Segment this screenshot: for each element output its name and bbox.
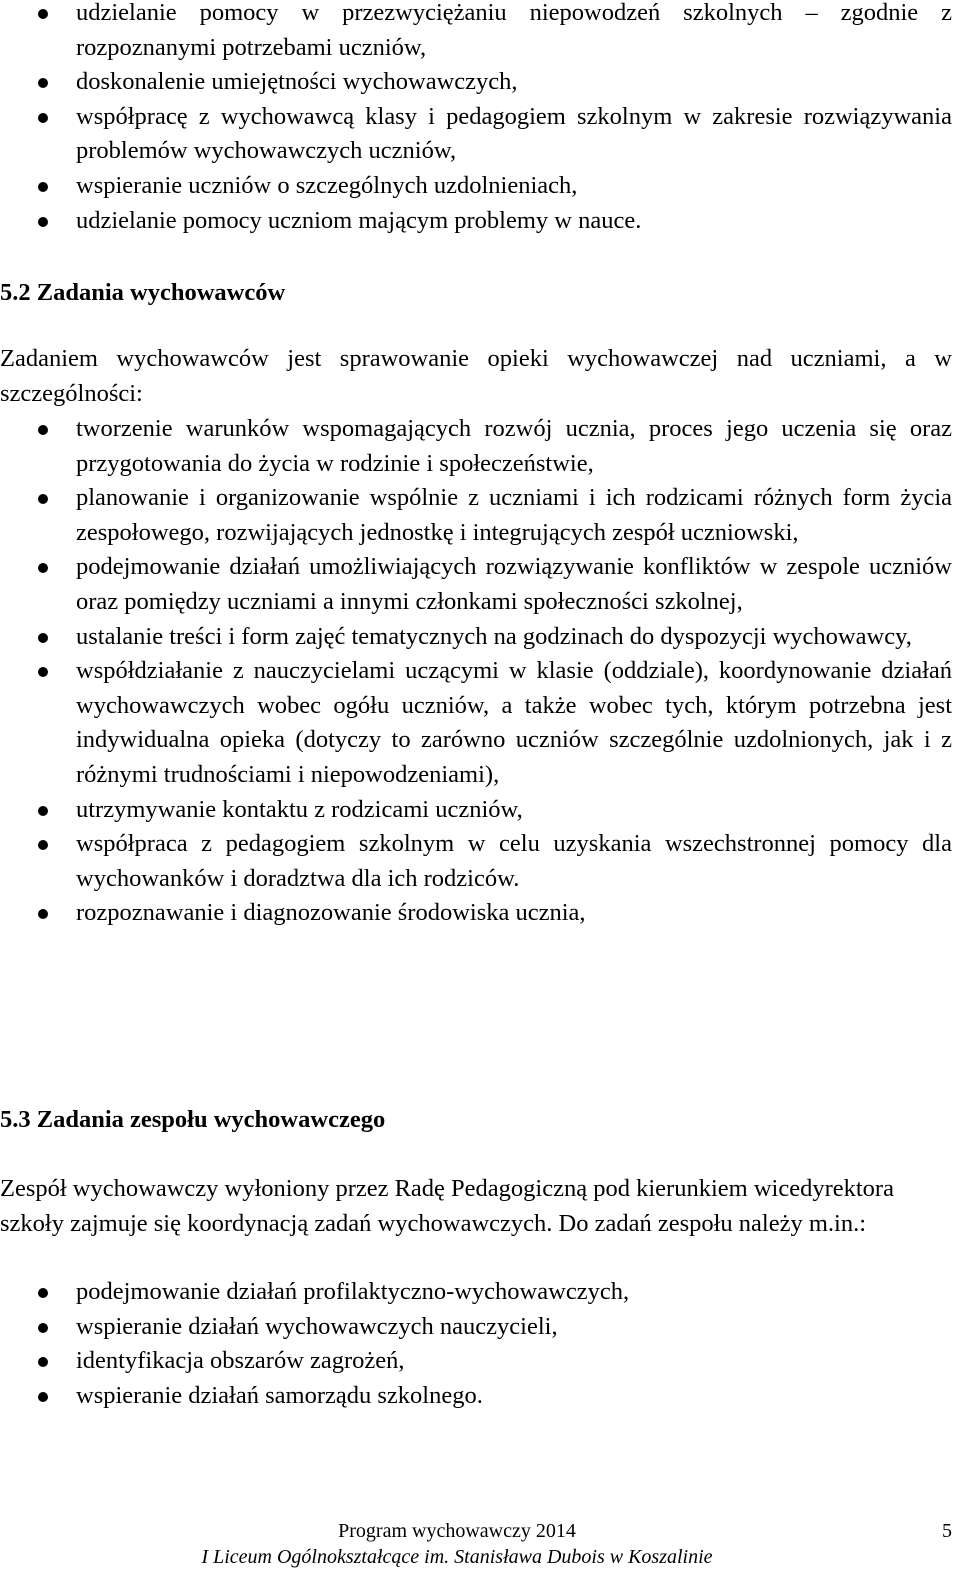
list-item: [0, 550, 952, 619]
bullet-icon: [38, 78, 48, 88]
section-5-2-bullet-list: [0, 412, 952, 931]
list-item-text: współpracę z wychowawcą klasy i pedagogiem szkolnym w zakresie rozwiązywania problemów wychowawczych uczniów,: [76, 102, 952, 165]
bullet-icon: [38, 1288, 48, 1298]
list-item-text: ustalanie treści i form zajęć tematycznych na godzinach do dyspozycji wychowawcy,: [76, 622, 912, 650]
list-item-text: utrzymywanie kontaktu z rodzicami uczniów,: [76, 795, 523, 823]
list-item-text: współdziałanie z nauczycielami uczącymi w klasie (oddziale), koordynowanie działań wychowawczych wobec ogółu uczniów, a także wobec tych, którym potrzebna jest indywidualna opieka (dotyczy to zarówno uczniów szczególnie uzdolnionych, jak i z różnymi trudnościami i niepowodzeniami),: [76, 657, 952, 788]
list-item-text: udzielanie pomocy uczniom mającym problemy w nauce.: [76, 206, 642, 234]
section-5-3-intro-block: [0, 1172, 952, 1241]
page-number: 5: [942, 1520, 952, 1542]
list-item-text: wspieranie działań samorządu szkolnego.: [76, 1381, 483, 1409]
bullet-icon: [38, 217, 48, 227]
list-item: [0, 0, 952, 65]
section-heading: 5.3 Zadania zespołu wychowawczego: [0, 1106, 386, 1133]
bullet-icon: [38, 425, 48, 435]
list-item: [0, 827, 952, 896]
list-item: [0, 1275, 952, 1310]
list-item: [0, 793, 952, 828]
list-item-text: wspieranie uczniów o szczególnych uzdolnieniach,: [76, 171, 578, 199]
footer-title: Program wychowawczy 2014: [338, 1520, 576, 1542]
bullet-icon: [38, 806, 48, 816]
list-item: [0, 481, 952, 550]
section-5-2-heading-block: [0, 276, 952, 311]
list-item-text: wspieranie działań wychowawczych nauczycieli,: [76, 1312, 558, 1340]
bullet-icon: [38, 182, 48, 192]
list-item: [0, 65, 952, 100]
list-item-text: podejmowanie działań umożliwiających rozwiązywanie konfliktów w zespole uczniów oraz pomiędzy uczniami a innymi członkami społeczności szkolnej,: [76, 553, 952, 615]
footer-school-name: I Liceum Ogólnokształcące im. Stanisława Dubois w Koszalinie: [201, 1546, 713, 1568]
list-item: [0, 412, 952, 481]
bullet-icon: [38, 563, 48, 573]
bullet-icon: [38, 113, 48, 123]
bullet-icon: [38, 494, 48, 504]
top-list-block: [0, 0, 952, 238]
list-item: [0, 1344, 952, 1379]
bullet-icon: [38, 909, 48, 919]
list-item: [0, 620, 952, 655]
list-item-text: współpraca z pedagogiem szkolnym w celu uzyskania wszechstronnej pomocy dla wychowanków i doradztwa dla ich rodziców.: [76, 830, 952, 892]
list-item: [0, 1310, 952, 1345]
list-item: [0, 204, 952, 239]
bullet-icon: [38, 667, 48, 677]
bullet-icon: [38, 9, 48, 19]
list-item-text: planowanie i organizowanie wspólnie z uczniami i ich rodzicami różnych form życia zespołowego, rozwijających jednostkę i integrujących zespół uczniowski,: [76, 484, 952, 546]
list-item: [0, 654, 952, 792]
list-item: [0, 896, 952, 931]
bullet-icon: [38, 1392, 48, 1402]
bullet-icon: [38, 1357, 48, 1367]
bullet-icon: [38, 633, 48, 643]
list-item-text: doskonalenie umiejętności wychowawczych,: [76, 68, 518, 96]
list-item: [0, 169, 952, 204]
list-item-text: podejmowanie działań profilaktyczno-wychowawczych,: [76, 1278, 630, 1305]
section-intro: Zadaniem wychowawców jest sprawowanie opieki wychowawczej nad uczniami, a w szczególności:: [0, 345, 952, 407]
section-5-3-heading-block: [0, 1103, 952, 1138]
bullet-icon: [38, 1323, 48, 1333]
section-heading: 5.2 Zadania wychowawców: [0, 279, 286, 306]
list-item: [0, 100, 952, 169]
section-5-3-bullet-list: [0, 1275, 952, 1413]
section-intro: Zespół wychowawczy wyłoniony przez Radę Pedagogiczną pod kierunkiem wicedyrektora szkoły zajmuje się koordynacją zadań wychowawczych. Do zadań zespołu należy m.in.:: [0, 1175, 894, 1237]
list-item-text: identyfikacja obszarów zagrożeń,: [76, 1347, 405, 1375]
section-5-2-list-block: [0, 412, 952, 931]
section-5-2-intro-block: [0, 342, 952, 411]
list-item-text: rozpoznawanie i diagnozowanie środowiska ucznia,: [76, 899, 586, 927]
list-item-text: udzielanie pomocy w przezwyciężaniu niepowodzeń szkolnych – zgodnie z rozpoznanymi potrzebami uczniów,: [76, 0, 952, 61]
section-5-3-list-block: [0, 1275, 952, 1413]
bullet-icon: [38, 840, 48, 850]
top-bullet-list: [0, 0, 952, 238]
list-item: [0, 1379, 952, 1414]
list-item-text: tworzenie warunków wspomagających rozwój ucznia, proces jego uczenia się oraz przygotowania do życia w rodzinie i społeczeństwie,: [76, 415, 952, 477]
